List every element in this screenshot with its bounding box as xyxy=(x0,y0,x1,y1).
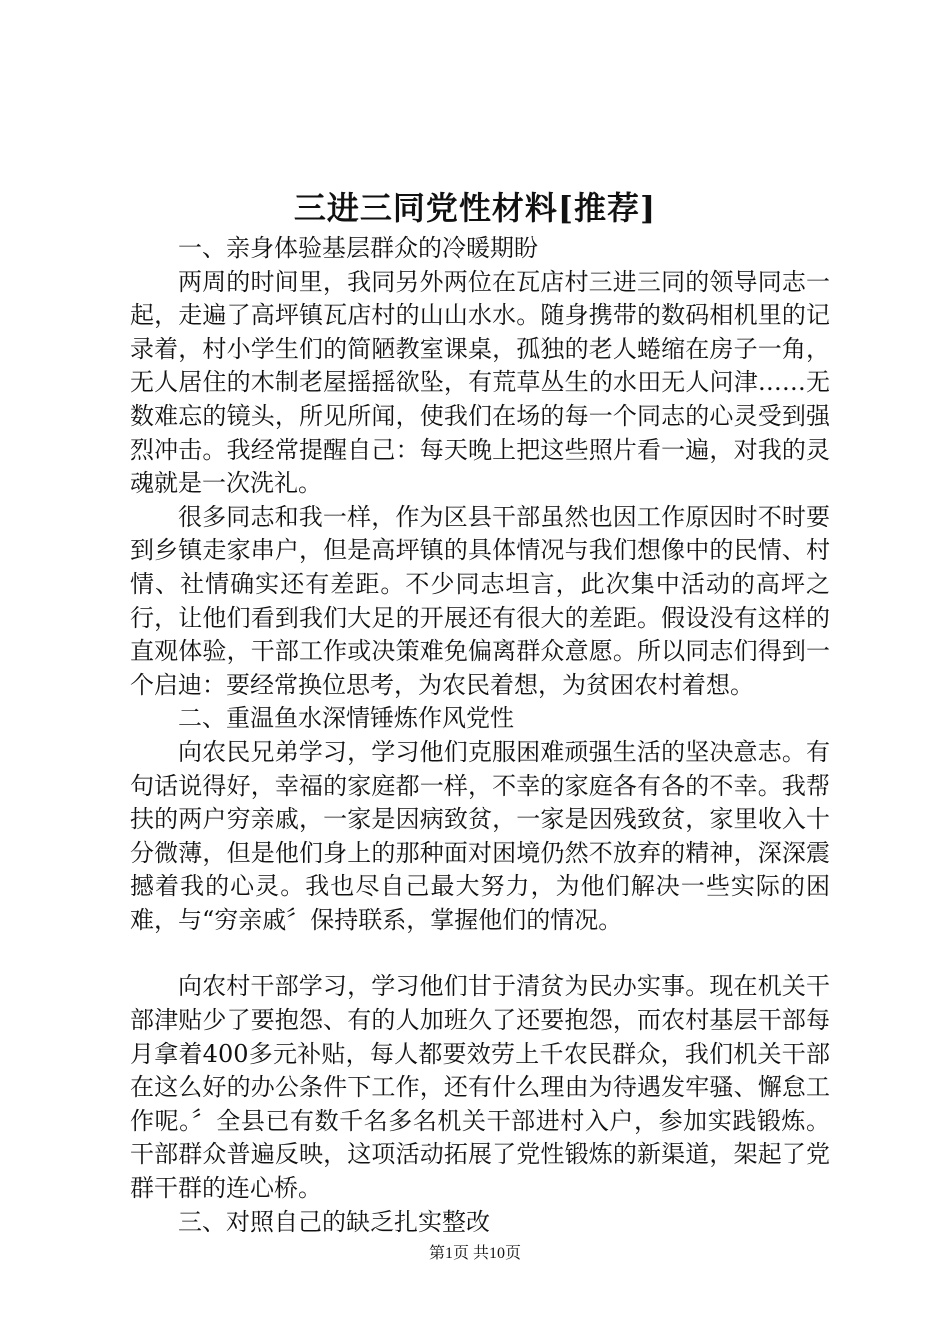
paragraph-3: 向农民兄弟学习，学习他们克服困难顽强生活的坚决意志。有句话说得好，幸福的家庭都一样，不幸的家庭各有各的不幸。我帮扶的两户穷亲戚，一家是因病致贫，一家是因残致贫，家里收入十分微薄，但是他们身上的那种面对困境仍然不放弃的精神，深深震撼着我的心灵。我也尽自己最大努力，为他们解决一些实际的困难，与“穷亲戚〞保持联系，掌握他们的情况。 xyxy=(130,737,830,934)
section-heading-2: 二、重温鱼水深情锤炼作风党性 xyxy=(178,704,514,733)
paragraph-2: 很多同志和我一样，作为区县干部虽然也因工作原因时不时要到乡镇走家串户，但是高坪镇的具体情况与我们想像中的民情、村情、社情确实还有差距。不少同志坦言，此次集中活动的高坪之行，让他们看到我们大足的开展还有很大的差距。假设没有这样的直观体验，干部工作或决策难免偏离群众意愿。所以同志们得到一个启迪：要经常换位思考，为农民着想，为贫困农村着想。 xyxy=(130,502,830,699)
section-heading-3: 三、对照自己的缺乏扎实整改 xyxy=(178,1207,490,1236)
section-heading-1: 一、亲身体验基层群众的冷暖期盼 xyxy=(178,234,538,262)
paragraph-1: 两周的时间里，我同另外两位在瓦店村三进三同的领导同志一起，走遍了高坪镇瓦店村的山山水水。随身携带的数码相机里的记录着，村小学生们的简陋教室课桌，孤独的老人蜷缩在房子一角，无人居住的木制老屋摇摇欲坠，有荒草丛生的水田无人问津……无数难忘的镜头，所见所闻，使我们在场的每一个同志的心灵受到强烈冲击。我经常提醒自己：每天晚上把这些照片看一遍，对我的灵魂就是一次洗礼。 xyxy=(130,267,830,498)
paragraph-4: 向农村干部学习，学习他们甘于清贫为民办实事。现在机关干部津贴少了要抱怨、有的人加班久了还要抱怨，而农村基层干部每月拿着400多元补贴，每人都要效劳上千农民群众，我们机关干部在这么好的办公条件下工作，还有什么理由为待遇发牢骚、懈怠工作呢。〞全县已有数千名多名机关干部进村入户，参加实践锻炼。干部群众普遍反映，这项活动拓展了党性锻炼的新渠道，架起了党群干群的连心桥。 xyxy=(130,972,830,1203)
page-number-footer: 第1页 共10页 xyxy=(428,1245,521,1262)
document-title: 三进三同党性材料[推荐] xyxy=(293,189,657,227)
paragraph-spacer xyxy=(130,937,830,970)
document-body xyxy=(130,232,830,1239)
